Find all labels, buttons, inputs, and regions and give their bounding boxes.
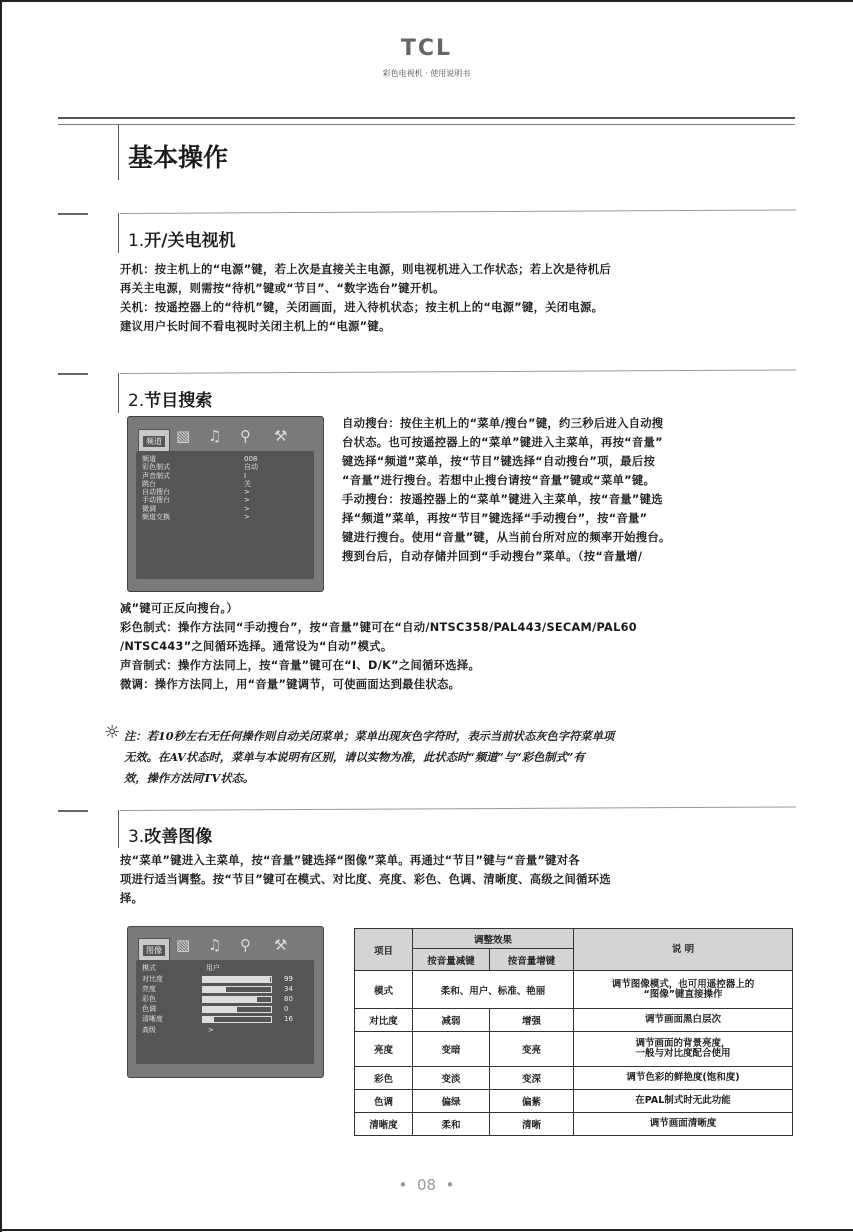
osd-level-fill [203,987,226,992]
section-3-title: 3.改善图像 [128,827,213,847]
table-cell-item: 清晰度 [355,1113,413,1136]
magnifier-icon: ⚲ [240,936,251,954]
table-cell-item: 亮度 [355,1032,413,1067]
section-1-dash [58,213,88,215]
section-2-title: 2.节目搜索 [128,391,213,411]
page-title: 基本操作 [128,143,229,172]
table-cell-item: 模式 [355,971,413,1009]
table-cell-effect: 柔和、用户、标准、艳丽 [413,971,574,1009]
table-row [355,971,793,1009]
osd-bar-label: 亮度 [142,985,156,993]
picture-osd-menu [127,926,324,1078]
table-cell-item: 色调 [355,1090,413,1113]
table-cell-desc: 在PAL制式时无此功能 [574,1090,793,1113]
music-note-icon: ♫ [208,936,222,954]
page-number: • 08 • [398,1176,455,1194]
section-3-line [120,806,796,811]
table-cell-desc: 调节画面黑白层次 [574,1009,793,1032]
osd-mode-value: 用户 [206,964,220,972]
table-row [355,1067,793,1090]
page-frame-top [0,0,853,2]
table-row [355,1113,793,1136]
header-rule-bottom [58,124,795,125]
section-1-body: 开机：按主机上的“电源”键，若上次是直接关主电源，则电视机进入工作状态；若上次是待机后 再关主电源，则需按“待机”键或“节目”、“数字选台”键开机。 关机：按遥控器上的“待机”键，关闭画面，进入待机状态；按主机上的“电源”键，关闭电源。 建议用户长时间不看电视时关闭主机上的“电源”键。 [120,263,611,333]
section-3-body: 按“菜单”键进入主菜单，按“音量”键选择“图像”菜单。再通过“节目”键与“音量”键对各 项进行适当调整。按“节目”键可在模式、对比度、亮度、彩色、色调、清晰度、高级之间循环选 择。 [120,854,611,905]
osd-level-fill [203,997,257,1002]
tools-icon: ⚒ [274,427,288,445]
osd-bar-value: 80 [284,995,293,1003]
table-header-item: 项目 [355,929,413,971]
osd-advanced-label: 高级 [142,1026,156,1034]
table-row [355,1032,793,1067]
magnifier-icon: ⚲ [240,427,251,445]
osd-level-bar [202,976,272,983]
section-2-full-text: 减”键可正反向搜台。） 彩色制式：操作方法同“手动搜台”，按“音量”键可在“自动/NTSC358/PAL443/SECAM/PAL60 /NTSC443”之间循环选择。通常设为“自动”模式。 声音制式：操作方法同上，按“音量”键可在“I、D/K”之间循环选择。 微调：操作方法同上，用“音量”键调节，可使画面达到最佳状态。 [120,602,637,691]
osd-level-bar [202,996,272,1003]
channel-osd-menu [127,416,324,592]
table-cell-inc: 变亮 [490,1032,574,1067]
osd-tab-picture: 图像 [138,938,170,962]
table-cell-item: 对比度 [355,1009,413,1032]
page-frame-bottom [0,1229,853,1231]
table-cell-dec: 变淡 [413,1067,490,1090]
osd-tab-channel: 频道 [138,429,170,453]
osd-bar-label: 色调 [142,1005,156,1013]
brand-logo: TCL [400,36,453,61]
osd-advanced-value: > [208,1026,214,1034]
section-3-tick [118,810,119,848]
osd-level-bar [202,1016,272,1023]
osd-level-fill [203,1007,237,1012]
table-cell-dec: 偏绿 [413,1090,490,1113]
section-2-line [120,369,796,374]
osd-level-fill [203,977,270,982]
table-header-inc: 按音量增键 [490,949,574,971]
section-1-line [120,209,796,214]
osd-mode-label: 模式 [142,964,156,972]
picture-icon: ▧ [176,427,191,445]
osd-channel-panel [136,451,314,579]
manual-subtitle: 彩色电视机 · 使用说明书 [382,69,471,78]
table-cell-item: 彩色 [355,1067,413,1090]
sun-note-icon: ☼ [104,722,121,743]
table-cell-inc: 清晰 [490,1113,574,1136]
section-2-note: 注：若10秒左右无任何操作则自动关闭菜单；菜单出现灰色字符时，表示当前状态灰色字符菜单项 无效。在AV状态时，菜单与本说明有区别，请以实物为准，此状态时“频道”与“彩色制式”有 效，操作方法同TV状态。 [124,729,615,785]
table-cell-desc: 调节画面清晰度 [574,1113,793,1136]
section-2-right-text: 自动搜台：按住主机上的“菜单/搜台”键，约三秒后进入自动搜 台状态。也可按遥控器上的“菜单”键进入主菜单，再按“音量” 键选择“频道”菜单，按“节目”键选择“自动搜台”项，最后按 “音量”进行搜台。若想中止搜台请按“音量”键或“菜单”键。 手动搜台：按遥控器上的“菜单”键进入主菜单，按“音量”键选 择“频道”菜单，再按“节目”键选择“手动搜台”，按“音量” 键进行搜台。使用“音量”键，从当前台所对应的频率开始搜台。 搜到台后，自动存储并回到“手动搜台”菜单。（按“音量增/ [342,417,671,563]
osd-channel-labels: 频道 彩色制式 声音制式 跳台 自动搜台 手动搜台 微调 频道交换 [142,455,170,522]
table-cell-inc: 增强 [490,1009,574,1032]
picture-icon: ▧ [176,936,191,954]
table-header-dec: 按音量减键 [413,949,490,971]
osd-bar-value: 34 [284,985,293,993]
title-tick [118,124,119,180]
osd-channel-values: 008 自动 I 关 > > > > [244,455,258,522]
table-cell-desc: 调节色彩的鲜艳度(饱和度) [574,1067,793,1090]
section-2-tick [118,373,119,413]
table-cell-dec: 变暗 [413,1032,490,1067]
table-header-desc: 说 明 [574,929,793,971]
osd-bar-value: 99 [284,975,293,983]
table-cell-desc: 调节画面的背景亮度， 一般与对比度配合使用 [574,1032,793,1067]
osd-level-bar [202,1006,272,1013]
table-row [355,1090,793,1113]
page-frame-left [0,0,2,1232]
tools-icon: ⚒ [274,936,288,954]
table-cell-inc: 偏紫 [490,1090,574,1113]
section-1-tick [118,213,119,253]
osd-bar-label: 对比度 [142,975,163,983]
music-note-icon: ♫ [208,427,222,445]
osd-level-fill [203,1017,214,1022]
header-rule-top [58,117,795,119]
picture-settings-table [354,928,793,1136]
table-cell-inc: 变深 [490,1067,574,1090]
section-2-dash [58,373,88,375]
osd-bar-value: 16 [284,1015,293,1023]
section-1-title: 1.开/关电视机 [128,231,236,251]
table-row [355,1009,793,1032]
osd-picture-panel [136,960,314,1064]
osd-bar-label: 清晰度 [142,1015,163,1023]
osd-bar-label: 彩色 [142,995,156,1003]
osd-bar-value: 0 [284,1005,289,1013]
table-header-effect: 调整效果 [413,929,574,949]
osd-level-bar [202,986,272,993]
table-cell-dec: 柔和 [413,1113,490,1136]
table-cell-dec: 减弱 [413,1009,490,1032]
table-cell-desc: 调节图像模式，也可用遥控器上的 “图像”键直接操作 [574,971,793,1009]
section-3-dash [58,810,88,812]
